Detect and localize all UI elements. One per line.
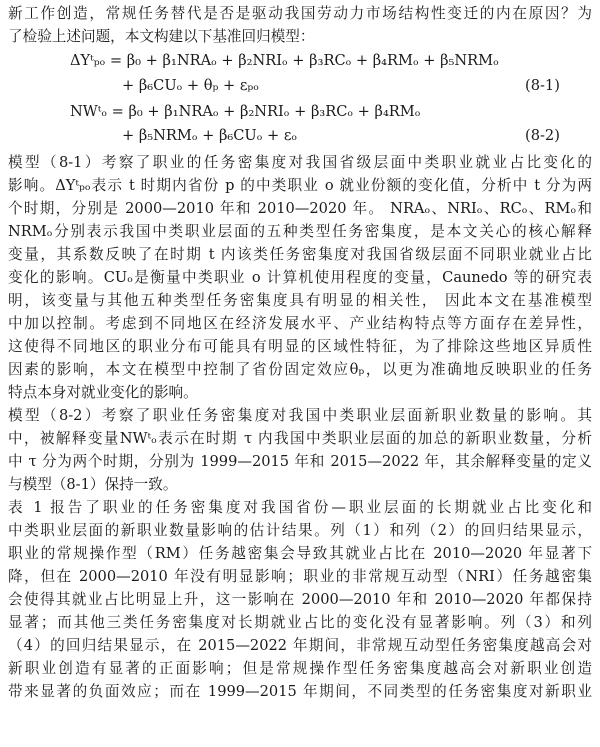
- para3-line: 表 1 报告了职业的任务密集度对我国省份—职业层面的长期就业占比变化和: [8, 499, 592, 516]
- para2-line: 模型（8-2）考察了职业任务密集度对我国中类职业层面新职业数量的影响。其: [8, 407, 592, 424]
- para1-line: 变化的影响。CUₒ是衡量中类职业 o 计算机使用程度的变量，Caunedo 等的研究表: [8, 269, 592, 286]
- para2-line: 中 τ 分为两个时期，分别为 1999—2015 年和 2015—2022 年，其余解释变量的定义: [8, 453, 592, 470]
- para1-line: 影响。ΔYᵗₚₒ表示 t 时期内省份 p 的中类职业 o 就业份额的变化值，分析中 t 分为两: [8, 177, 592, 194]
- para3-line: （4）的回归结果显示，在 2015—2022 年期间，非常规互动型任务密集度越高会对: [8, 637, 592, 654]
- intro-line: 新工作创造，常规任务替代是否是驱动我国劳动力市场结构性变迁的内在原因？为: [8, 5, 592, 22]
- para1-line: 个时期，分别是 2000—2010 年和 2010—2020 年。 NRAₒ、NRIₒ、RCₒ、RMₒ和: [8, 200, 592, 217]
- equation-number: (8-2): [525, 127, 560, 144]
- para1-line: 中加以控制。考虑到不同地区在经济发展水平、产业结构特点等方面存在差异性，: [8, 315, 592, 332]
- para1-line: 明，该变量与其他五种类型任务密集度具有明显的相关性， 因此本文在基准模型: [8, 292, 592, 309]
- para3-line: 降，但在 2000—2010 年没有明显影响；职业的非常规互动型（NRI）任务越密集: [8, 568, 592, 585]
- para3-line: 显著；而其他三类任务密集度对长期就业占比的变化没有显著影响。列（3）和列: [8, 614, 592, 631]
- para1-line: 这使得不同地区的职业分布可能具有明显的区域性特征，为了排除这些地区异质性: [8, 338, 592, 355]
- para3-line: 会使得其就业占比明显上升，这一影响在 2000—2010 年和 2010—2020 年都保持: [8, 591, 592, 608]
- para3-line: 中类职业层面的新职业数量影响的估计结果。列（1）和列（2）的回归结果显示，: [8, 522, 592, 539]
- equation-8-2-line2: + β₅NRMₒ + β₆CUₒ + εₒ: [122, 127, 298, 144]
- para3-line: 新职业创造有显著的正面影响；但是常规操作型任务密集度越高会对新职业创造: [8, 660, 592, 677]
- equation-8-1-line2: + β₆CUₒ + θₚ + εₚₒ: [122, 77, 259, 94]
- para2-line: 与模型（8-1）保持一致。: [8, 476, 178, 493]
- equation-number: (8-1): [525, 77, 560, 94]
- para3-line: 带来显著的负面效应；而在 1999—2015 年期间，不同类型的任务密集度对新职业: [8, 683, 592, 700]
- para1-line: 因素的影响，本文在模型中控制了省份固定效应θₚ，以更为准确地反映职业的任务: [8, 361, 592, 378]
- para1-line: 变量，其系数反映了在时期 t 内该类任务密集度对我国省级层面不同职业就业占比: [8, 246, 592, 263]
- equation-8-1-line1: ΔYᵗₚₒ = β₀ + β₁NRAₒ + β₂NRIₒ + β₃RCₒ + β₄RMₒ + β₅NRMₒ: [70, 52, 499, 69]
- intro-line: 了检验上述问题，本文构建以下基准回归模型：: [8, 28, 315, 45]
- para1-line: 模型（8-1）考察了职业的任务密集度对我国省级层面中类职业就业占比变化的: [8, 154, 592, 171]
- equation-8-2-line1: NWᵗₒ = β₀ + β₁NRAₒ + β₂NRIₒ + β₃RCₒ + β₄RMₒ: [70, 103, 421, 120]
- para1-line: NRMₒ分别表示我国中类职业层面的五种类型任务密集度，是本文关心的核心解释: [8, 223, 592, 240]
- para3-line: 职业的常规操作型（RM）任务越密集会导致其就业占比在 2010—2020 年显著下: [8, 545, 592, 562]
- para1-line: 特点本身对就业变化的影响。: [8, 384, 198, 401]
- para2-line: 中，被解释变量NWᵗₒ表示在时期 τ 内我国中类职业层面的加总的新职业数量，分析: [8, 430, 592, 447]
